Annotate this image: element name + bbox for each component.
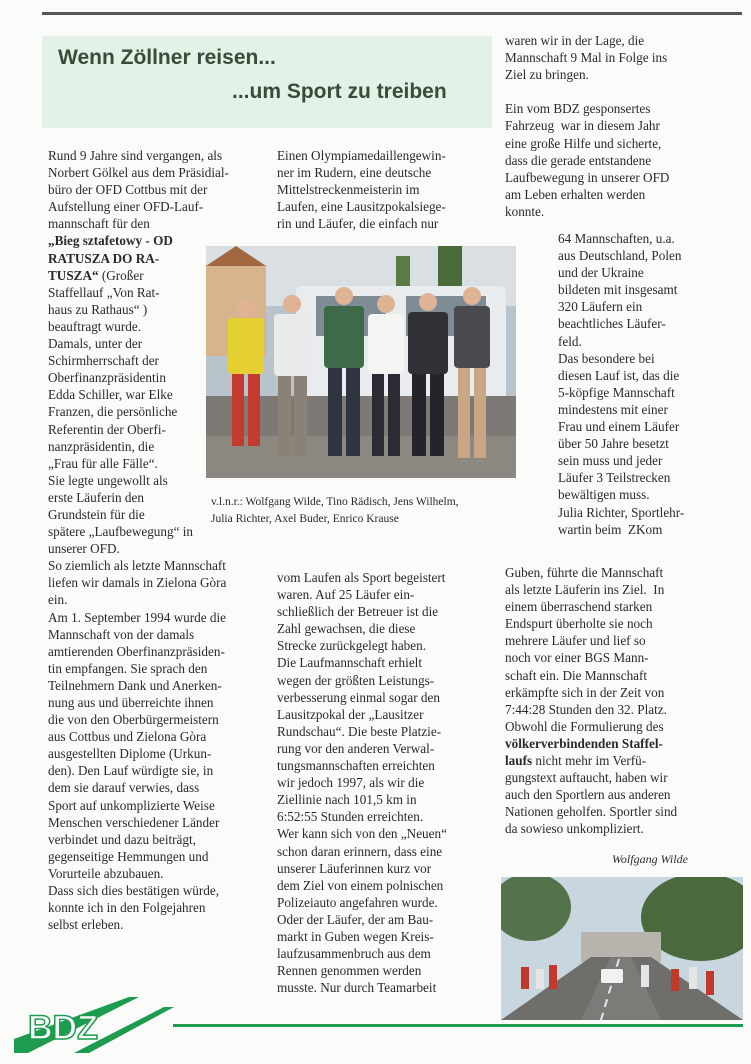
text-line: musste. Nur durch Teamarbeit [277,980,437,996]
column-3-top [505,32,669,220]
text-line: Menschen verschiedener Länder [48,814,220,830]
text-line: liefen wir damals in Zielona Gòra [48,575,227,591]
text-line: 7:44:28 Stunden den 32. Platz. [505,701,667,717]
text-line: auch den Sportlern aus anderen [505,787,671,803]
text-line: diesen Lauf ist, das die [558,367,680,383]
column-3-middle [558,230,684,538]
text-line: völkerverbindenden Staffel- [505,735,663,751]
article-title-line2: ...um Sport zu treiben [232,80,447,103]
text-line: Sie legte ungewollt als [48,472,168,488]
column-1 [48,147,229,933]
text-line: 6:52:55 Stunden erreichten. [277,809,424,825]
race-photo [501,877,743,1020]
text-line: markt in Guben wegen Kreis- [277,928,434,944]
text-line: mehrere Läufer und lief so [505,633,646,649]
text-line: Julia Richter, Sportlehr- [558,504,685,520]
text-line: Wer kann sich von den „Neuen“ [277,826,447,842]
text-line: 320 Läufern ein [558,299,643,315]
text-line: laufzusammenbruch aus dem [277,946,431,962]
text-line: Guben, führte die Mannschaft [505,565,664,580]
text-line: die von den Oberbürgermeistern [48,712,219,728]
logo-text: BDZ [28,1009,98,1047]
text-line: Dass sich dies bestätigen würde, [48,883,220,899]
text-line: 5-köpfige Mannschaft [558,384,675,400]
text-line: RATUSZA DO RA- [48,250,160,266]
text-line: dass die gerade entstandene [505,152,652,168]
text-line: Zahl gewachsen, die diese [277,621,416,637]
text-line: da sowieso unkompliziert. [505,821,644,837]
text-line: Läufer 3 Teilstrecken [558,470,671,486]
text-line: Oberfinanzpräsidentin [48,370,166,386]
text-line: Mittelstreckenmeisterin im [277,182,420,198]
team-photo [206,246,516,478]
text-line: beauftragt wurde. [48,318,142,334]
text-line: „Frau für alle Fälle“. [48,455,158,471]
text-line: eine große Hilfe und sicherte, [505,135,662,151]
text-line: am Leben erhalten werden [505,186,646,202]
text-line: Franzen, die persönliche [48,404,178,420]
text-line: ausgestellten Diplome (Urkun- [48,746,212,762]
text-line: aus Cottbus und Zielona Gòra [48,729,207,745]
text-line: verbindet und dazu beiträgt, [48,831,196,847]
text-line: beachtliches Läufer- [558,316,666,332]
text-line: erkämpfte sich in der Zeit von [505,684,665,700]
column-2-bottom [277,569,447,996]
text-line: selbst erleben. [48,917,124,933]
article-title-line1: Wenn Zöllner reisen... [58,46,276,69]
text-line: 64 Mannschaften, u.a. [558,231,675,246]
text-line: konnte. [505,203,545,219]
text-line: Edda Schiller, war Elke [48,387,173,403]
text-line: laufs nicht mehr im Verfü- [505,753,647,769]
text-line: Polizeiauto angefahren wurde. [277,894,438,910]
text-line: amtierenden Oberfinanzpräsiden- [48,643,225,659]
text-line: mindestens mit einer [558,401,668,417]
text-line: Fahrzeug war in diesem Jahr [505,118,660,134]
text-line: büro der OFD Cottbus mit der [48,182,208,198]
text-line: dem sie darauf verwies, dass [48,780,200,796]
text-line: TUSZA“ (Großer [48,267,144,283]
text-line: tungsmannschaften erreichten [277,758,435,774]
caption-line: Julia Richter, Axel Buder, Enrico Krause [211,513,399,525]
text-line: Nationen geholfen. Sportler sind [505,804,678,820]
text-line: Referentin der Oberfi- [48,421,166,437]
text-line: Damals, unter der [48,336,143,352]
column-2-top [277,147,446,232]
text-line: unserer Läuferinnen kurz vor [277,860,432,876]
text-line: Rund 9 Jahre sind vergangen, als [48,148,223,163]
text-line: Teilnehmern Dank und Anerken- [48,677,222,693]
text-line: schaft ein. Die Mannschaft [505,667,648,683]
text-line: Mannschaft von der damals [48,626,195,642]
bdz-logo [14,995,174,1055]
text-line: unserer OFD. [48,541,120,557]
text-line: schließlich der Betreuer ist die [277,604,439,620]
text-line: Ein vom BDZ gesponsertes [505,101,651,117]
title-band [42,36,492,128]
text-line: sein muss und jeder [558,453,663,469]
text-line: waren. Auf 25 Läufer ein- [277,587,415,603]
text-line: ein. [48,592,68,608]
text-line: feld. [558,333,582,349]
text-line: wegen der größten Leistungs- [277,672,435,688]
text-line: Die Laufmannschaft erhielt [277,655,422,671]
text-line: Vorurteile abzubauen. [48,865,164,881]
text-line: Aufstellung einer OFD-Lauf- [48,199,204,215]
text-line: den). Den Lauf würdigte sie, in [48,763,214,779]
text-line: bewältigen muss. [558,487,650,503]
text-line: Grundstein für die [48,506,145,522]
column-3-bottom [505,564,677,838]
text-line: Oder der Läufer, der am Bau- [277,911,434,927]
caption-line: v.l.n.r.: Wolfgang Wilde, Tino Rädisch, Jens Wilhelm, [211,496,459,508]
text-line: dem Ziel von einem polnischen [277,877,444,893]
text-line: Norbert Gölkel aus dem Präsidial- [48,165,229,181]
text-line: Ziel zu bringen. [505,67,589,83]
text-line: Mannschaft 9 Mal in Folge ins [505,50,668,66]
text-line: Schirmherrschaft der [48,353,159,369]
text-line: aus Deutschland, Polen [558,248,682,264]
text-line: als letzte Läuferin ins Ziel. In [505,582,665,598]
text-line: Rundschau“. Die beste Platzie- [277,723,442,739]
text-line: vom Laufen als Sport begeistert [277,570,446,585]
text-line: spätere „Laufbewegung“ in [48,524,193,540]
text-line: Staffellauf „Von Rat- [48,284,160,300]
text-line: wir jedoch 1997, als wir die [277,775,425,791]
text-line: nanzpräsidentin, die [48,438,155,454]
text-line: rin und Läufer, die einfach nur [277,216,439,232]
text-line: gungstext auftaucht, haben wir [505,770,668,786]
text-line: mannschaft für den [48,216,150,232]
text-line: erste Läuferin den [48,489,144,505]
text-line: über 50 Jahre besetzt [558,436,669,452]
text-line: So ziemlich als letzte Mannschaft [48,558,226,574]
text-line: Sport auf unkomplizierte Weise [48,797,215,813]
top-rule [42,12,742,15]
text-line: Obwohl die Formulierung des [505,718,664,734]
text-line: Strecke zurückgelegt haben. [277,638,427,654]
text-line: Lausitzpokal der „Lausitzer [277,706,424,722]
text-line: Ziellinie nach 101,5 km in [277,792,417,808]
author-signature: Wolfgang Wilde [612,852,688,866]
text-line: nung aus und überreichte ihnen [48,695,214,710]
text-line: „Bieg sztafetowy - OD [48,233,173,249]
text-line: bildeten mit insgesamt [558,282,678,298]
text-line: gegenseitige Hemmungen und [48,848,209,864]
text-line: ner im Rudern, eine deutsche [277,165,432,181]
bottom-rule [173,1024,743,1027]
text-line: haus zu Rathaus“ ) [48,301,148,317]
text-line: rung vor den anderen Verwal- [277,740,435,756]
text-line [505,83,669,100]
text-line: Das besondere bei [558,350,655,366]
text-line: einem überraschend starken [505,599,653,615]
text-line: noch vor einer BGS Mann- [505,650,649,666]
text-line: verbesserung einmal sogar den [277,689,440,705]
text-line: konnte ich in den Folgejahren [48,900,206,916]
photo-caption [211,494,459,528]
text-line: schon daran erinnern, dass eine [277,843,443,859]
text-line: Laufbewegung in unserer OFD [505,169,670,185]
text-line: und der Ukraine [558,265,644,281]
text-line: waren wir in der Lage, die [505,33,645,48]
text-line: wartin beim ZKom [558,521,663,537]
text-line: Frau und einem Läufer [558,419,680,435]
text-line: Rennen genommen werden [277,963,422,979]
text-line: Am 1. September 1994 wurde die [48,609,226,625]
text-line: Endspurt überholte sie noch [505,616,653,632]
text-line: Laufen, eine Lausitzpokalsiege- [277,199,446,215]
text-line: tin empfangen. Sie sprach den [48,660,208,676]
text-line: Einen Olympiamedaillengewin- [277,148,446,163]
